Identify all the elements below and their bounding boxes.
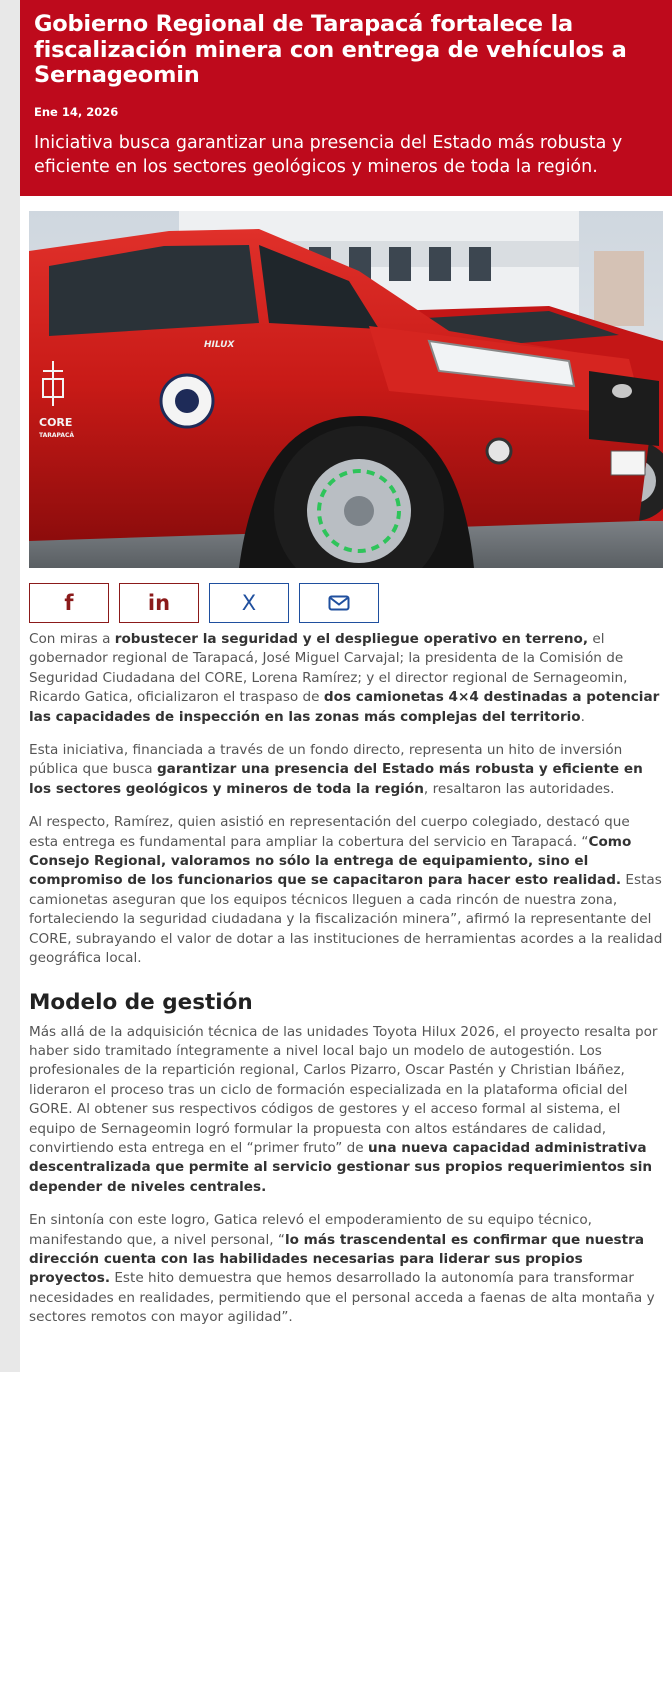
paragraph-5: En sintonía con este logro, Gatica relevó el empoderamiento de su equipo técnico, manifestando que, a nivel personal, “lo más trascendental es confirmar que nuestra dirección cuenta con las habilidades necesarias para liderar sus propios proyectos. Este hito demuestra que hemos desarrollado la autonomía para transformar necesidades en realidades, permitiendo que el personal acceda a faenas de alta montaña y sectores remotos con mayor agilidad”. [29,1212,655,1326]
article-body [29,630,663,1342]
article-container [20,0,672,1372]
paragraph-4: Más allá de la adquisición técnica de las unidades Toyota Hilux 2026, el proyecto resalta por haber sido tramitado íntegramente a nivel local bajo un modelo de autogestión. Los profesionales de la repartición regional, Carlos Pizarro, Oscar Pastén y Christian Ibáñez, lideraron el proceso tras un ciclo de formación especializada en la plataforma oficial del GORE. Al obtener sus respectivos códigos de gestores y el acceso formal al sistema, el equipo de Sernageomin logró formular la propuesta con altos estándares de calidad, convirtiendo esta entrega en el “primer fruto” de una nueva capacidad administrativa descentralizada que permite al servicio gestionar sus propios requerimientos sin depender de niveles centrales. [29,1023,658,1195]
share-email-button[interactable] [299,583,379,623]
door-logo-subtext: TARAPACÁ [39,432,75,439]
article-header [20,0,672,196]
facebook-icon: f [64,590,74,615]
section-heading: Modelo de gestión [29,989,253,1015]
article-date: Ene 14, 2026 [34,104,119,119]
share-linkedin-button[interactable] [119,583,199,623]
article-photo [29,211,663,568]
door-logo-text: CORE [39,416,73,429]
linkedin-icon: in [147,590,171,615]
page-gutter [0,0,20,1372]
share-x-button[interactable] [209,583,289,623]
vehicle-badge: HILUX [204,340,235,350]
paragraph-1: Con miras a robustecer la seguridad y el despliegue operativo en terreno, el gobernador regional de Tarapacá, José Miguel Carvajal; la presidenta de la Comisión de Seguridad Ciudadana del CORE, Lorena Ramírez; y el director regional de Sernageomin, Ricardo Gatica, oficializaron el traspaso de dos camionetas 4×4 destinadas a potenciar las capacidades de inspección en las zonas más complejas del territorio. [29,631,660,725]
paragraph-3: Al respecto, Ramírez, quien asistió en representación del cuerpo colegiado, destacó que esta entrega es fundamental para ampliar la cobertura del servicio en Tarapacá. “Como Consejo Regional, valoramos no sólo la entrega de equipamiento, sino el compromiso de los funcionarios que se capacitaron para hacer esto realidad. Estas camionetas aseguran que los equipos técnicos lleguen a cada rincón de nuestra zona, fortaleciendo la seguridad ciudadana y la fiscalización minera”, afirmó la representante del CORE, subrayando el valor de dotar a las instituciones de herramientas acordes a la realidad geográfica local. [29,814,663,967]
envelope-icon [328,595,350,611]
x-icon: X [241,590,257,615]
article-title: Gobierno Regional de Tarapacá fortalece la fiscalización minera con entrega de vehículos a Sernageomin [34,11,627,88]
article-lead: Iniciativa busca garantizar una presencia del Estado más robusta y eficiente en los sectores geológicos y mineros de toda la región. [34,132,623,177]
share-facebook-button[interactable] [29,583,109,623]
paragraph-2: Esta iniciativa, financiada a través de un fondo directo, representa un hito de inversión pública que busca garantizar una presencia del Estado más robusta y eficiente en los sectores geológicos y mineros de toda la región, resaltaron las autoridades. [29,742,643,797]
